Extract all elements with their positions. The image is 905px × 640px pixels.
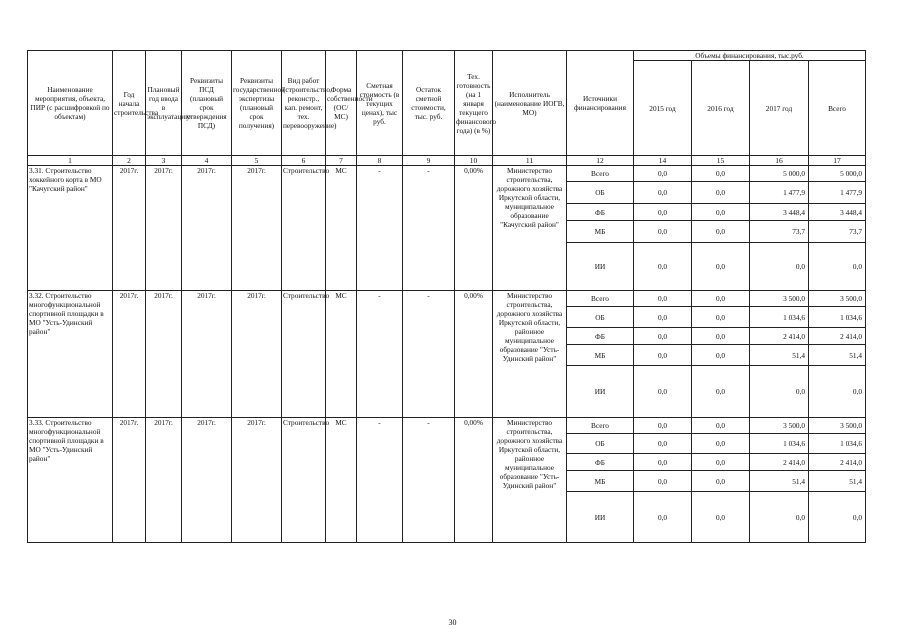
amount-total: 0,0	[809, 492, 866, 543]
amount-2015: 0,0	[634, 221, 692, 243]
object-name: 3.31. Строительство хоккейного корта в МО "Качугский район"	[28, 166, 113, 291]
ownership-form: МС	[326, 166, 357, 291]
amount-2017: 51,4	[750, 345, 809, 366]
readiness-percent: 0,00%	[455, 291, 493, 418]
amount-total: 1 034,6	[809, 434, 866, 454]
psd-date: 2017г.	[182, 418, 232, 543]
column-number: 14	[634, 156, 692, 166]
amount-total: 1 477,9	[809, 182, 866, 204]
amount-2017: 2 414,0	[750, 328, 809, 345]
funding-source: МБ	[567, 221, 634, 243]
cost-remainder: -	[403, 166, 455, 291]
amount-2017: 73,7	[750, 221, 809, 243]
amount-2015: 0,0	[634, 204, 692, 221]
amount-2016: 0,0	[692, 221, 750, 243]
funding-source: ИИ	[567, 492, 634, 543]
amount-2015: 0,0	[634, 243, 692, 291]
work-type: Строительство	[282, 166, 326, 291]
start-year: 2017г.	[113, 418, 146, 543]
amount-2016: 0,0	[692, 471, 750, 492]
amount-2016: 0,0	[692, 243, 750, 291]
column-number: 12	[567, 156, 634, 166]
psd-date: 2017г.	[182, 166, 232, 291]
header-executor: Исполнитель (наименование ИОГВ, МО)	[493, 51, 567, 156]
estimated-cost: -	[357, 291, 403, 418]
table-row	[28, 166, 866, 182]
amount-2017: 3 500,0	[750, 291, 809, 307]
funding-source: МБ	[567, 471, 634, 492]
column-number: 16	[750, 156, 809, 166]
amount-total: 3 500,0	[809, 291, 866, 307]
header-cost-remainder: Остаток сметной стоимости, тыс. руб.	[403, 51, 455, 156]
commission-year: 2017г.	[146, 418, 182, 543]
header-ownership: Форма собственности (ОС/МС)	[326, 51, 357, 156]
estimated-cost: -	[357, 418, 403, 543]
start-year: 2017г.	[113, 166, 146, 291]
start-year: 2017г.	[113, 291, 146, 418]
financing-table	[27, 50, 866, 543]
column-number: 15	[692, 156, 750, 166]
amount-2017: 0,0	[750, 492, 809, 543]
header-start-year: Год начала строительства	[113, 51, 146, 156]
amount-2015: 0,0	[634, 328, 692, 345]
expertise-date: 2017г.	[232, 418, 282, 543]
amount-2017: 2 414,0	[750, 454, 809, 471]
header-work-type: Вид работ (строительство, реконстр., кап. ремонт, тех. перевооружение)	[282, 51, 326, 156]
header-sources: Источники финансирования	[567, 51, 634, 156]
funding-source: ОБ	[567, 434, 634, 454]
ownership-form: МС	[326, 291, 357, 418]
amount-total: 0,0	[809, 243, 866, 291]
amount-total: 2 414,0	[809, 328, 866, 345]
executor: Министерство строительства, дорожного хозяйства Иркутской области, районное муниципальное образование "Усть-Удинский район"	[493, 291, 567, 418]
header-commission-year: Плановый год ввода в эксплуатацию	[146, 51, 182, 156]
amount-2015: 0,0	[634, 182, 692, 204]
commission-year: 2017г.	[146, 291, 182, 418]
funding-source: Всего	[567, 418, 634, 434]
amount-total: 73,7	[809, 221, 866, 243]
page-number: 30	[448, 618, 457, 627]
amount-2017: 3 500,0	[750, 418, 809, 434]
amount-2017: 3 448,4	[750, 204, 809, 221]
column-number: 6	[282, 156, 326, 166]
amount-2015: 0,0	[634, 434, 692, 454]
amount-2017: 0,0	[750, 366, 809, 418]
amount-2016: 0,0	[692, 291, 750, 307]
amount-2016: 0,0	[692, 345, 750, 366]
funding-source: МБ	[567, 345, 634, 366]
amount-2017: 1 477,9	[750, 182, 809, 204]
amount-2017: 1 034,6	[750, 307, 809, 328]
amount-2016: 0,0	[692, 182, 750, 204]
amount-total: 51,4	[809, 345, 866, 366]
header-estimated-cost: Сметная стоимость (в текущих ценах), тыс руб.	[357, 51, 403, 156]
column-number: 10	[455, 156, 493, 166]
funding-source: ИИ	[567, 366, 634, 418]
table-row	[28, 291, 866, 307]
column-number: 11	[493, 156, 567, 166]
funding-source: Всего	[567, 291, 634, 307]
object-name: 3.33. Строительство многофункциональной спортивной площадки в МО "Усть-Удинский район"	[28, 418, 113, 543]
expertise-date: 2017г.	[232, 166, 282, 291]
column-number: 3	[146, 156, 182, 166]
executor: Министерство строительства, дорожного хозяйства Иркутской области, муниципальное образование "Качугский район"	[493, 166, 567, 291]
amount-total: 3 500,0	[809, 418, 866, 434]
amount-2015: 0,0	[634, 471, 692, 492]
funding-source: ИИ	[567, 243, 634, 291]
amount-2017: 0,0	[750, 243, 809, 291]
column-number: 5	[232, 156, 282, 166]
header-2016: 2016 год	[692, 61, 750, 156]
funding-source: Всего	[567, 166, 634, 182]
amount-2016: 0,0	[692, 418, 750, 434]
column-number: 9	[403, 156, 455, 166]
amount-2017: 1 034,6	[750, 434, 809, 454]
header-2015: 2015 год	[634, 61, 692, 156]
amount-total: 1 034,6	[809, 307, 866, 328]
amount-total: 51,4	[809, 471, 866, 492]
amount-2015: 0,0	[634, 418, 692, 434]
amount-2017: 51,4	[750, 471, 809, 492]
amount-total: 5 000,0	[809, 166, 866, 182]
header-readiness: Тех. готовность (на 1 января текущего финансового года) (в %)	[455, 51, 493, 156]
funding-source: ОБ	[567, 307, 634, 328]
commission-year: 2017г.	[146, 166, 182, 291]
header-name: Наименование мероприятия, объекта, ПИР (с расшифровкой по объектам)	[28, 51, 113, 156]
amount-2015: 0,0	[634, 492, 692, 543]
amount-2016: 0,0	[692, 166, 750, 182]
expertise-date: 2017г.	[232, 291, 282, 418]
amount-total: 0,0	[809, 366, 866, 418]
amount-2016: 0,0	[692, 307, 750, 328]
header-row	[28, 51, 866, 61]
amount-2016: 0,0	[692, 434, 750, 454]
cost-remainder: -	[403, 291, 455, 418]
amount-2016: 0,0	[692, 328, 750, 345]
object-name: 3.32. Строительство многофункциональной спортивной площадки в МО "Усть-Удинский район"	[28, 291, 113, 418]
estimated-cost: -	[357, 166, 403, 291]
column-number: 1	[28, 156, 113, 166]
funding-source: ФБ	[567, 454, 634, 471]
amount-2015: 0,0	[634, 366, 692, 418]
amount-2016: 0,0	[692, 492, 750, 543]
amount-2015: 0,0	[634, 166, 692, 182]
header-psd: Реквизиты ПСД (плановый срок утверждения ПСД)	[182, 51, 232, 156]
amount-total: 2 414,0	[809, 454, 866, 471]
amount-2015: 0,0	[634, 454, 692, 471]
amount-2015: 0,0	[634, 345, 692, 366]
header-expertise: Реквизиты государственной экспертизы (плановый срок получения)	[232, 51, 282, 156]
column-number: 8	[357, 156, 403, 166]
funding-source: ОБ	[567, 182, 634, 204]
document-sheet	[27, 50, 865, 543]
work-type: Строительство	[282, 291, 326, 418]
column-number: 17	[809, 156, 866, 166]
amount-2015: 0,0	[634, 291, 692, 307]
amount-2017: 5 000,0	[750, 166, 809, 182]
amount-2016: 0,0	[692, 366, 750, 418]
amount-2016: 0,0	[692, 204, 750, 221]
header-total: Всего	[809, 61, 866, 156]
column-number: 4	[182, 156, 232, 166]
amount-2015: 0,0	[634, 307, 692, 328]
amount-2016: 0,0	[692, 454, 750, 471]
readiness-percent: 0,00%	[455, 418, 493, 543]
psd-date: 2017г.	[182, 291, 232, 418]
funding-source: ФБ	[567, 204, 634, 221]
readiness-percent: 0,00%	[455, 166, 493, 291]
header-financing-group: Объемы финансирования, тыс.руб.	[634, 51, 866, 61]
column-number-row	[28, 156, 866, 166]
amount-total: 3 448,4	[809, 204, 866, 221]
executor: Министерство строительства, дорожного хозяйства Иркутской области, районное муниципальное образование "Усть-Удинский район"	[493, 418, 567, 543]
work-type: Строительство	[282, 418, 326, 543]
column-number: 2	[113, 156, 146, 166]
cost-remainder: -	[403, 418, 455, 543]
ownership-form: МС	[326, 418, 357, 543]
column-number: 7	[326, 156, 357, 166]
funding-source: ФБ	[567, 328, 634, 345]
header-2017: 2017 год	[750, 61, 809, 156]
table-row	[28, 418, 866, 434]
